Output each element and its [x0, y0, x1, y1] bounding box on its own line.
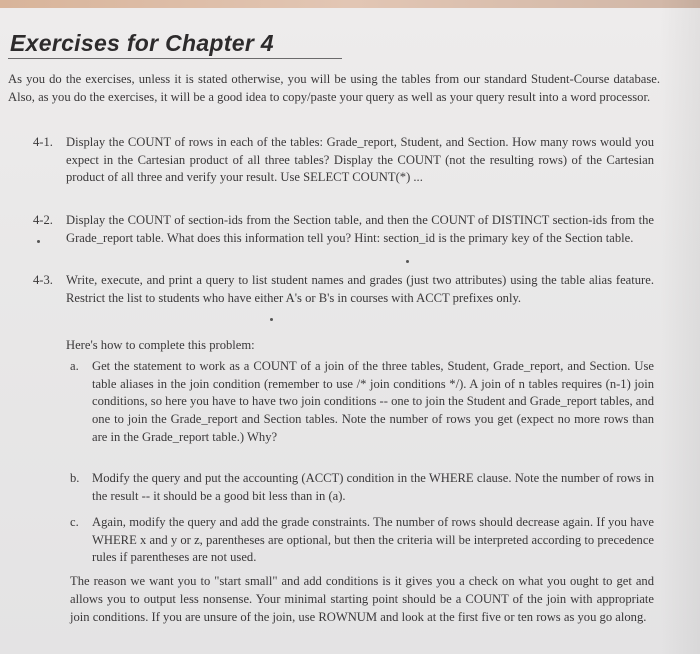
exercise-number: 4-1. — [33, 135, 53, 149]
howto-line: Here's how to complete this problem: — [66, 338, 255, 352]
exercise-number: 4-2. — [33, 213, 53, 227]
step-letter: c. — [70, 515, 79, 529]
closing-paragraph: The reason we want you to "start small" and add conditions is it gives you a check on what you ought to get and allows you to output less nonsense. Your minimal starting point should be a COUNT of the join with appropriate join conditions. If you are unsure of the join, use ROWNUM and look at the first five or ten rows as you go along. — [70, 574, 654, 624]
step-text: Again, modify the query and add the grade constraints. The number of rows should decrease again. If you have WHERE x and y or z, parentheses are optional, but then the criteria will be interpreted according to precedence rules if parentheses are not used. — [92, 515, 654, 565]
step-c — [70, 514, 654, 567]
exercise-4-2 — [33, 212, 654, 247]
stray-mark — [270, 318, 273, 321]
chapter-title: Exercises for Chapter 4 — [10, 30, 274, 56]
exercise-4-3 — [33, 272, 654, 307]
page-top-edge — [0, 0, 700, 8]
step-text: Get the statement to work as a COUNT of a join of the three tables, Student, Grade_report, and Section. Use table aliases in the join condition (remember to use /* join conditions */). A join of n tables requires (n-1) join conditions, so here you have to have two join conditions -- one to join the Student and Grade_report tables, and one to join the Grade_report and Section tables. Note the number of rows you get (expect no more rows than are in the Grade_report table.) Why? — [92, 359, 654, 444]
step-a — [70, 358, 654, 447]
exercise-number: 4-3. — [33, 273, 53, 287]
stray-mark — [37, 240, 40, 243]
page-shadow — [660, 0, 700, 654]
step-letter: a. — [70, 359, 79, 373]
title-underline — [8, 58, 342, 59]
exercise-text: Display the COUNT of section-ids from the Section table, and then the COUNT of DISTINCT section-ids from the Grade_report table. What does this information tell you? Hint: section_id is the primary key of the Section table. — [66, 213, 654, 245]
stray-mark — [406, 260, 409, 263]
exercise-text: Display the COUNT of rows in each of the tables: Grade_report, Student, and Section. How many rows would you expect in the Cartesian product of all three tables? Display the COUNT (not the resulting rows) of the Cartesian product of all three and verify your result. Use SELECT COUNT(*) ... — [66, 135, 654, 185]
exercise-text: Write, execute, and print a query to list student names and grades (just two attributes) using the table alias feature. Restrict the list to students who have either A's or B's in courses with ACCT prefixes only. — [66, 273, 654, 305]
step-text: Modify the query and put the accounting (ACCT) condition in the WHERE clause. Note the number of rows in the result -- it should be a good bit less than in (a). — [92, 471, 654, 503]
intro-paragraph: As you do the exercises, unless it is stated otherwise, you will be using the tables from our standard Student-Course database. Also, as you do the exercises, it will be a good idea to copy/paste your query as well as your query result into a word processor. — [8, 72, 660, 104]
exercise-4-1 — [33, 134, 654, 187]
step-letter: b. — [70, 471, 80, 485]
step-b — [70, 470, 654, 505]
